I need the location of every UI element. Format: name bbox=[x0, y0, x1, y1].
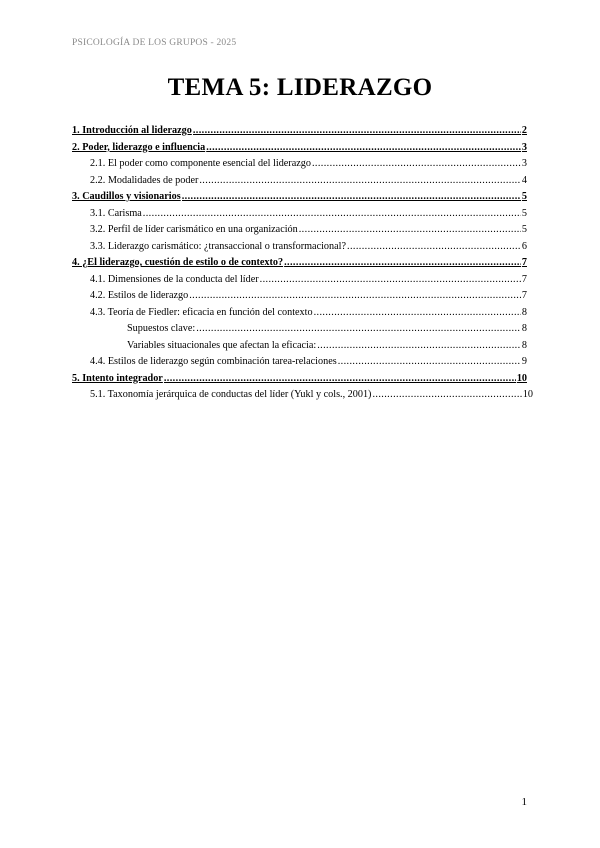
toc-entry-title: 3. Caudillos y visionarios bbox=[72, 191, 181, 202]
toc-entry[interactable] bbox=[72, 191, 527, 208]
toc-entry-title: Variables situacionales que afectan la eficacia: bbox=[127, 339, 317, 351]
toc-leader-dots bbox=[338, 356, 521, 367]
toc-leader-dots bbox=[312, 158, 521, 169]
toc-entry-page: 9 bbox=[521, 356, 527, 367]
toc-entry[interactable] bbox=[72, 340, 527, 357]
toc-entry-page: 8 bbox=[521, 339, 527, 351]
toc-leader-dots bbox=[284, 257, 521, 268]
toc-entry-title: 1. Introducción al liderazgo bbox=[72, 125, 192, 136]
document-title: TEMA 5: LIDERAZGO bbox=[167, 74, 433, 101]
toc-leader-dots bbox=[182, 191, 521, 202]
toc-entry[interactable] bbox=[72, 241, 527, 258]
toc-entry[interactable] bbox=[72, 389, 533, 406]
toc-entry[interactable] bbox=[72, 142, 527, 159]
toc-leader-dots bbox=[314, 307, 521, 318]
toc-entry-page: 6 bbox=[521, 240, 527, 252]
toc-entry-page: 3 bbox=[521, 158, 527, 169]
toc-entry-page: 5 bbox=[521, 191, 527, 202]
toc-leader-dots bbox=[193, 125, 521, 136]
running-header: PSICOLOGÍA DE LOS GRUPOS - 2025 bbox=[72, 38, 237, 48]
toc-entry[interactable] bbox=[72, 257, 527, 274]
toc-entry[interactable] bbox=[72, 356, 527, 373]
toc-leader-dots bbox=[260, 274, 521, 285]
toc-leader-dots bbox=[199, 175, 521, 186]
toc-entry-title: 4.1. Dimensiones de la conducta del líder bbox=[90, 273, 259, 285]
toc-entry[interactable] bbox=[72, 158, 527, 175]
toc-entry-title: 4.4. Estilos de liderazgo según combinación tarea-relaciones bbox=[90, 356, 337, 367]
toc-entry-page: 7 bbox=[521, 257, 527, 268]
toc-entry[interactable] bbox=[72, 208, 527, 225]
toc-entry-title: 4. ¿El liderazgo, cuestión de estilo o de contexto? bbox=[72, 257, 284, 268]
toc-entry-page: 5 bbox=[521, 224, 527, 235]
toc-entry-title: 5. Intento integrador bbox=[72, 372, 163, 384]
toc-entry-title: 2.1. El poder como componente esencial del liderazgo bbox=[90, 158, 311, 169]
toc-entry-page: 2 bbox=[521, 125, 527, 136]
toc-leader-dots bbox=[317, 340, 521, 351]
toc-entry-page: 5 bbox=[521, 207, 527, 219]
toc-entry[interactable] bbox=[72, 373, 527, 390]
toc-entry-page: 7 bbox=[521, 290, 527, 301]
toc-leader-dots bbox=[189, 290, 521, 301]
toc-entry[interactable] bbox=[72, 323, 527, 340]
toc-leader-dots bbox=[143, 208, 521, 219]
toc-entry-page: 10 bbox=[516, 372, 527, 384]
toc-entry-page: 4 bbox=[521, 174, 527, 186]
toc-entry-page: 7 bbox=[521, 273, 527, 285]
toc-entry-page: 8 bbox=[521, 323, 527, 334]
toc-entry-title: 3.1. Carisma bbox=[90, 207, 142, 219]
toc-entry-title: 4.2. Estilos de liderazgo bbox=[90, 290, 189, 301]
table-of-contents bbox=[72, 125, 533, 406]
toc-entry[interactable] bbox=[72, 125, 527, 142]
toc-leader-dots bbox=[372, 389, 521, 400]
toc-entry-title: 4.3. Teoría de Fiedler: eficacia en función del contexto bbox=[90, 306, 313, 318]
toc-leader-dots bbox=[196, 323, 521, 334]
toc-entry-title: 5.1. Taxonomía jerárquica de conductas del líder (Yukl y cols., 2001) bbox=[90, 389, 372, 400]
toc-entry[interactable] bbox=[72, 175, 527, 192]
toc-entry-page: 3 bbox=[521, 141, 527, 153]
page-number: 1 bbox=[521, 796, 527, 808]
toc-entry[interactable] bbox=[72, 290, 527, 307]
toc-entry-page: 8 bbox=[521, 306, 527, 318]
toc-entry-page: 10 bbox=[522, 389, 533, 400]
toc-entry-title: 2. Poder, liderazgo e influencia bbox=[72, 141, 206, 153]
toc-entry-title: Supuestos clave: bbox=[127, 323, 196, 334]
toc-entry-title: 3.3. Liderazgo carismático: ¿transaccional o transformacional? bbox=[90, 240, 346, 252]
toc-leader-dots bbox=[299, 224, 521, 235]
toc-leader-dots bbox=[206, 142, 521, 153]
toc-entry-title: 3.2. Perfil de líder carismático en una organización bbox=[90, 224, 298, 235]
toc-entry[interactable] bbox=[72, 224, 527, 241]
toc-entry-title: 2.2. Modalidades de poder bbox=[90, 174, 199, 186]
toc-entry[interactable] bbox=[72, 274, 527, 291]
toc-leader-dots bbox=[164, 373, 516, 384]
toc-leader-dots bbox=[347, 241, 521, 252]
toc-entry[interactable] bbox=[72, 307, 527, 324]
